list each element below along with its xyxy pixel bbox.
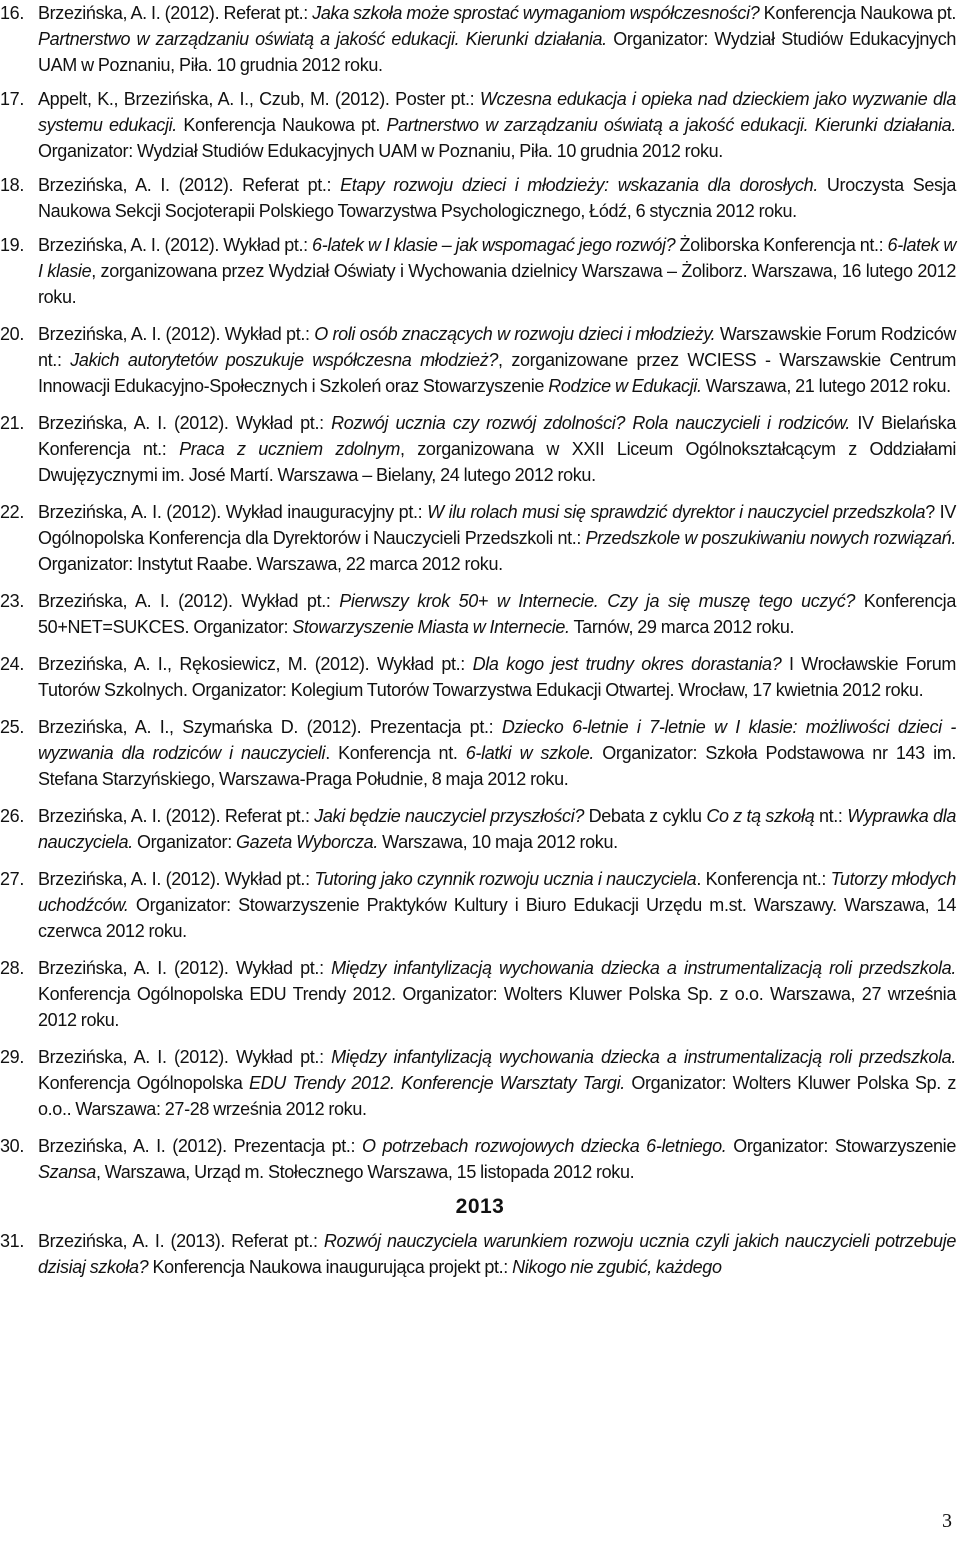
entry-title-italic: Tutoring jako czynnik rozwoju ucznia i nauczyciela (314, 869, 697, 889)
entry-text: Konferencja Ogólnopolska (38, 1073, 249, 1093)
entry-text: , zorganizowana przez Wydział Oświaty i Wychowania dzielnicy Warszawa – Żoliborz. Warszawa, 16 lutego 2012 roku. (38, 261, 956, 307)
reference-entry (0, 1044, 960, 1122)
entry-text: Żoliborska Konferencja nt.: (675, 235, 888, 255)
entry-title-italic: Gazeta Wyborcza. (236, 832, 378, 852)
entry-text: Warszawa, 10 maja 2012 roku. (377, 832, 618, 852)
entry-title-italic: Pierwszy krok 50+ w Internecie. Czy ja się muszę tego uczyć? (339, 591, 856, 611)
entry-text: I Wrocławskie Forum Tutorów Szkolnych. Organizator: Kolegium Tutorów Towarzystwa Edukacji Otwartej. Wrocław, 17 kwietnia 2012 roku. (38, 654, 956, 700)
entry-text: Brzezińska, A. I. (2012). Referat pt.: (38, 175, 341, 195)
entry-text: Konferencja Ogólnopolska EDU Trendy 2012. Organizator: Wolters Kluwer Polska Sp. z o.o. Warszawa, 27 września 2012 roku. (38, 984, 956, 1030)
entry-title-italic: Wczesna edukacja i opieka nad dzieckiem jako wyzwanie dla systemu edukacji. (38, 89, 956, 135)
reference-entry (0, 1228, 960, 1280)
entry-text: Warszawskie Forum Rodziców nt.: (38, 324, 956, 370)
entry-number: 19. (0, 235, 24, 255)
entry-text: Brzezińska, A. I. (2012). Wykład pt.: (38, 413, 332, 433)
entry-title-italic: Partnerstwo w zarządzaniu oświatą a jakość edukacji. Kierunki działania. (386, 115, 956, 135)
reference-entry (0, 172, 960, 224)
entry-text: Konferencja Naukowa inaugurująca projekt pt.: (148, 1257, 513, 1277)
entry-text: Uroczysta Sesja Naukowa Sekcji Socjoterapii Polskiego Towarzystwa Psychologicznego, Łódź, 6 stycznia 2012 roku. (38, 175, 956, 221)
entry-title-italic: Rodzice w Edukacji. (548, 376, 702, 396)
entry-number: 28. (0, 958, 24, 978)
entry-text: Organizator: Szkoła Podstawowa nr 143 im. Stefana Starzyńskiego, Warszawa-Praga Południe, 8 maja 2012 roku. (38, 743, 957, 789)
entry-text: Warszawa, 21 lutego 2012 roku. (701, 376, 951, 396)
entry-number: 31. (0, 1231, 24, 1251)
entry-number: 17. (0, 89, 24, 109)
entry-title-italic: Jaka szkoła może sprostać wymaganiom współczesności? (312, 3, 760, 23)
entry-text: ? IV Ogólnopolska Konferencja dla Dyrektorów i Nauczycieli Przedszkoli nt.: (38, 502, 956, 548)
entry-text: Organizator: Stowarzyszenie Praktyków Kultury i Biuro Edukacji Urzędu m.st. Warszawy. Warszawa, 14 czerwca 2012 roku. (38, 895, 956, 941)
entry-text: Brzezińska, A. I. (2012). Wykład pt.: (38, 324, 315, 344)
reference-entry (0, 588, 960, 640)
entry-title-italic: Jaki będzie nauczyciel przyszłości? (314, 806, 585, 826)
entry-text: Brzezińska, A. I., Szymańska D. (2012). Prezentacja pt.: (38, 717, 502, 737)
entry-number: 23. (0, 591, 24, 611)
entry-text: Organizator: Wydział Studiów Edukacyjnych UAM w Poznaniu, Piła. 10 grudnia 2012 roku. (38, 141, 723, 161)
entry-title-italic: Jakich autorytetów poszukuje współczesna młodzież? (70, 350, 499, 370)
entry-text: Brzezińska, A. I. (2012). Wykład pt.: (38, 869, 315, 889)
entry-text: Organizator: Wolters Kluwer Polska Sp. z o.o.. Warszawa: 27-28 września 2012 roku. (38, 1073, 956, 1119)
entry-text: Organizator: Wydział Studiów Edukacyjnych UAM w Poznaniu, Piła. 10 grudnia 2012 roku. (38, 29, 957, 75)
reference-entry (0, 499, 960, 577)
reference-entry (0, 803, 960, 855)
entry-title-italic: Co z tą szkołą (706, 806, 815, 826)
reference-entry (0, 651, 960, 703)
entry-text: Organizator: Stowarzyszenie (726, 1136, 956, 1156)
entry-text: Brzezińska, A. I. (2012). Wykład pt.: (38, 1047, 332, 1067)
entry-text: Konferencja Naukowa pt. (759, 3, 956, 23)
entry-title-italic: 6-latki w szkole. (465, 743, 595, 763)
entry-title-italic: O potrzebach rozwojowych dziecka 6-letniego. (362, 1136, 727, 1156)
entry-number: 27. (0, 869, 24, 889)
entry-number: 30. (0, 1136, 24, 1156)
entry-text: Brzezińska, A. I. (2012). Referat pt.: (38, 806, 315, 826)
reference-entry (0, 714, 960, 792)
entry-title-italic: Między infantylizacją wychowania dziecka a instrumentalizacją roli przedszkola. (331, 958, 956, 978)
entry-text: , Warszawa, Urząd m. Stołecznego Warszawa, 15 listopada 2012 roku. (95, 1162, 635, 1182)
publication-list-2013 (0, 1228, 960, 1280)
entry-number: 18. (0, 175, 24, 195)
entry-text: Brzezińska, A. I. (2012). Referat pt.: (38, 3, 313, 23)
entry-number: 29. (0, 1047, 24, 1067)
entry-text: . Konferencja nt.: (696, 869, 831, 889)
entry-title-italic: Etapy rozwoju dzieci i młodzieży: wskazania dla dorosłych. (340, 175, 818, 195)
reference-entry (0, 955, 960, 1033)
entry-text: Brzezińska, A. I. (2012). Wykład pt.: (38, 591, 340, 611)
entry-title-italic: Dziecko 6-letnie i 7-letnie w I klasie: możliwości dzieci - wyzwania dla rodziców i nauczycieli (38, 717, 956, 763)
entry-title-italic: Praca z uczniem zdolnym (179, 439, 401, 459)
entry-title-italic: Szansa (38, 1162, 96, 1182)
entry-text: Tarnów, 29 marca 2012 roku. (569, 617, 795, 637)
entry-title-italic: Tutorzy młodych uchodźców. (38, 869, 956, 915)
reference-entry (0, 232, 960, 310)
entry-number: 25. (0, 717, 24, 737)
entry-title-italic: Stowarzyszenie Miasta w Internecie. (292, 617, 570, 637)
entry-text: Organizator: (132, 832, 237, 852)
entry-number: 16. (0, 3, 24, 23)
entry-text: . Konferencja nt. (325, 743, 466, 763)
entry-number: 20. (0, 324, 24, 344)
entry-text: Appelt, K., Brzezińska, A. I., Czub, M. (2012). Poster pt.: (38, 89, 480, 109)
reference-entry (0, 1133, 960, 1185)
entry-title-italic: W ilu rolach musi się sprawdzić dyrektor i nauczyciel przedszkola (427, 502, 926, 522)
entry-number: 24. (0, 654, 24, 674)
entry-title-italic: Przedszkole w poszukiwaniu nowych rozwiązań. (585, 528, 956, 548)
entry-number: 26. (0, 806, 24, 826)
entry-text: Brzezińska, A. I. (2012). Prezentacja pt.: (38, 1136, 362, 1156)
entry-number: 21. (0, 413, 24, 433)
entry-text: Debata z cyklu (584, 806, 707, 826)
entry-text: , zorganizowana w XXII Liceum Ogólnokształcącym z Oddziałami Dwujęzycznymi im. José Martí. Warszawa – Bielany, 24 lutego 2012 roku. (38, 439, 957, 485)
reference-entry (0, 86, 960, 164)
entry-title-italic: O roli osób znaczących w rozwoju dzieci i młodzieży. (314, 324, 716, 344)
entry-title-italic: Rozwój ucznia czy rozwój zdolności? Rola nauczycieli i rodziców. (331, 413, 850, 433)
entry-title-italic: EDU Trendy 2012. Konferencje Warsztaty Targi. (248, 1073, 625, 1093)
reference-entry (0, 321, 960, 399)
entry-title-italic: 6-latek w I klasie – jak wspomagać jego rozwój? (312, 235, 676, 255)
entry-title-italic: Partnerstwo w zarządzaniu oświatą a jakość edukacji. Kierunki działania. (38, 29, 607, 49)
entry-title-italic: Nikogo nie zgubić, każdego (512, 1257, 722, 1277)
reference-entry (0, 866, 960, 944)
page-number: 3 (942, 1510, 952, 1532)
reference-entry (0, 0, 960, 78)
entry-text: Brzezińska, A. I. (2012). Wykład inauguracyjny pt.: (38, 502, 428, 522)
year-heading: 2013 (455, 1195, 505, 1218)
entry-text: IV Bielańska Konferencja nt.: (38, 413, 956, 459)
entry-text: Brzezińska, A. I., Rękosiewicz, M. (2012). Wykład pt.: (38, 654, 473, 674)
entry-text: Konferencja Naukowa pt. (176, 115, 387, 135)
entry-title-italic: Wyprawka dla nauczyciela. (38, 806, 956, 852)
entry-title-italic: Dla kogo jest trudny okres dorastania? (472, 654, 782, 674)
entry-text: Konferencja 50+NET=SUKCES. Organizator: (38, 591, 956, 637)
entry-text: Brzezińska, A. I. (2013). Referat pt.: (38, 1231, 324, 1251)
entry-title-italic: Między infantylizacją wychowania dziecka a instrumentalizacją roli przedszkola. (331, 1047, 956, 1067)
reference-entry (0, 410, 960, 488)
entry-title-italic: Rozwój nauczyciela warunkiem rozwoju ucznia czyli jakich nauczycieli potrzebuje dzisiaj szkoła? (38, 1231, 956, 1277)
entry-number: 22. (0, 502, 24, 522)
entry-text: Organizator: Instytut Raabe. Warszawa, 22 marca 2012 roku. (38, 554, 503, 574)
entry-text: nt.: (814, 806, 848, 826)
entry-title-italic: 6-latek w I klasie (38, 235, 956, 281)
entry-text: Brzezińska, A. I. (2012). Wykład pt.: (38, 958, 332, 978)
entry-text: , zorganizowane przez WCIESS - Warszawskie Centrum Innowacji Edukacyjno-Społecznych i Szkoleń oraz Stowarzyszenie (38, 350, 957, 396)
entry-text: Brzezińska, A. I. (2012). Wykład pt.: (38, 235, 313, 255)
